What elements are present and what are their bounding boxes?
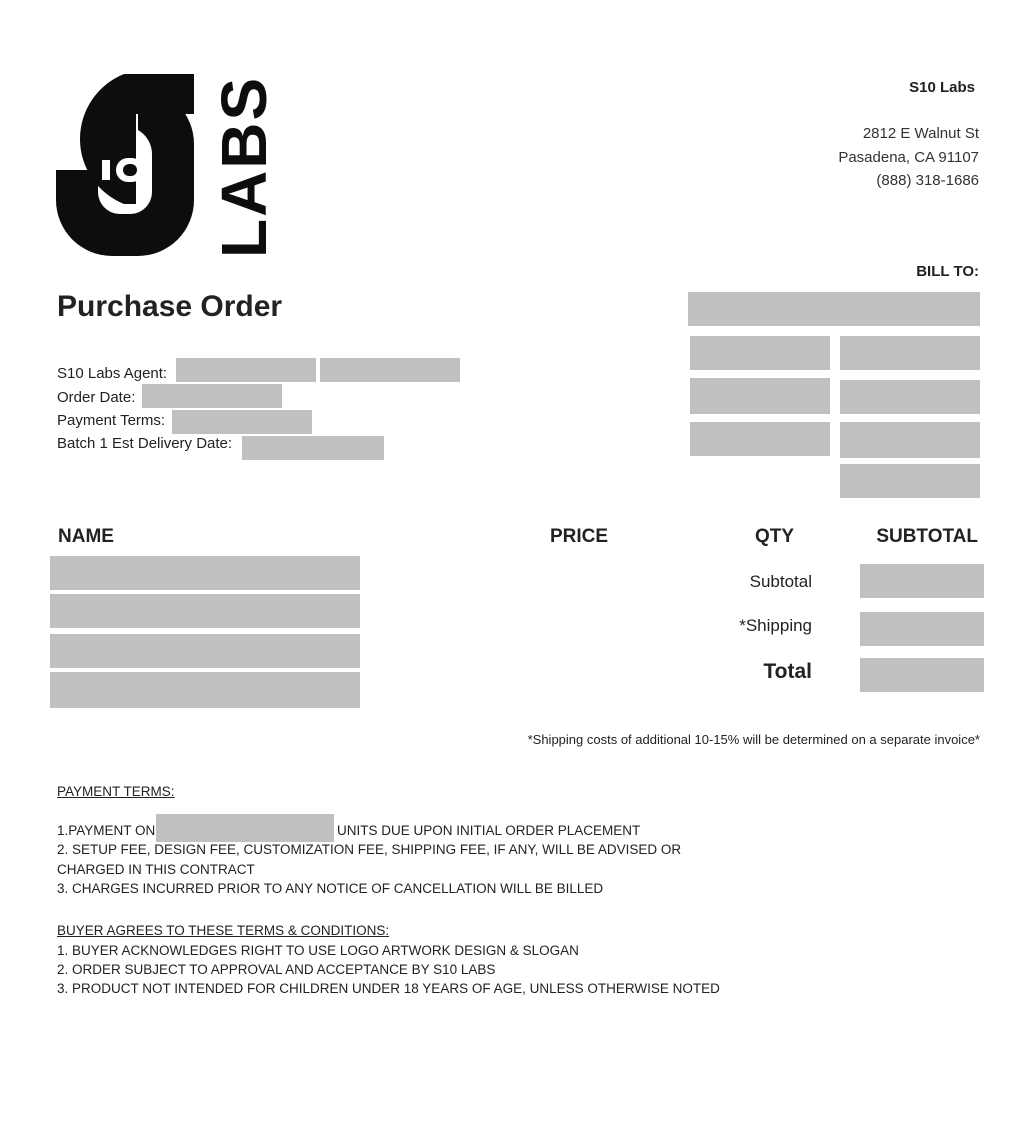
payment-terms-heading: PAYMENT TERMS:	[57, 784, 175, 799]
subtotal-redacted-value	[860, 564, 984, 598]
buyer-terms-heading: BUYER AGREES TO THESE TERMS & CONDITIONS:	[57, 923, 390, 938]
payment-units-redacted-value	[156, 814, 334, 842]
bill-to-redacted-field	[840, 464, 980, 498]
company-name: S10 Labs	[909, 79, 975, 96]
payment-terms-label: Payment Terms:	[57, 412, 166, 429]
line-item-redacted	[50, 594, 360, 628]
payment-terms-redacted-value	[172, 410, 312, 434]
shipping-label: *Shipping	[739, 616, 812, 635]
column-header-name: NAME	[58, 526, 114, 547]
bill-to-label: BILL TO:	[916, 263, 979, 280]
bill-to-redacted-field	[840, 422, 980, 458]
agent-label: S10 Labs Agent:	[57, 365, 168, 382]
bill-to-redacted-field	[690, 422, 830, 456]
payment-term-2-line1: 2. SETUP FEE, DESIGN FEE, CUSTOMIZATION FEE, SHIPPING FEE, IF ANY, WILL BE ADVISED OR	[57, 842, 682, 857]
total-label: Total	[763, 660, 812, 683]
page-title: Purchase Order	[57, 290, 283, 323]
bill-to-redacted-field	[690, 378, 830, 414]
delivery-date-label: Batch 1 Est Delivery Date:	[57, 435, 233, 452]
line-item-redacted	[50, 634, 360, 668]
buyer-term-2: 2. ORDER SUBJECT TO APPROVAL AND ACCEPTANCE BY S10 LABS	[57, 962, 496, 977]
bill-to-redacted-field	[690, 336, 830, 370]
payment-term-2-line2: CHARGED IN THIS CONTRACT	[57, 862, 255, 877]
agent-redacted-value	[176, 358, 316, 382]
order-date-label: Order Date:	[57, 389, 136, 406]
total-redacted-value	[860, 658, 984, 692]
column-header-qty: QTY	[755, 526, 795, 547]
payment-term-1-suffix: UNITS DUE UPON INITIAL ORDER PLACEMENT	[337, 823, 641, 838]
column-header-subtotal: SUBTOTAL	[876, 526, 978, 547]
payment-term-1-prefix: 1.PAYMENT ON	[57, 823, 156, 838]
bill-to-redacted-field	[840, 336, 980, 370]
company-address-line1: 2812 E Walnut St	[862, 125, 979, 142]
buyer-term-3: 3. PRODUCT NOT INTENDED FOR CHILDREN UNDER 18 YEARS OF AGE, UNLESS OTHERWISE NOTED	[57, 981, 720, 996]
company-address-line2: Pasadena, CA 91107	[838, 149, 979, 166]
order-date-redacted-value	[142, 384, 282, 408]
agent-redacted-value	[320, 358, 460, 382]
column-header-price: PRICE	[550, 526, 609, 547]
line-item-redacted	[50, 556, 360, 590]
buyer-term-1: 1. BUYER ACKNOWLEDGES RIGHT TO USE LOGO ARTWORK DESIGN & SLOGAN	[57, 943, 579, 958]
shipping-redacted-value	[860, 612, 984, 646]
s10-logo-icon	[54, 74, 280, 260]
company-phone: (888) 318-1686	[876, 172, 979, 189]
company-logo	[54, 74, 280, 260]
payment-term-3: 3. CHARGES INCURRED PRIOR TO ANY NOTICE OF CANCELLATION WILL BE BILLED	[57, 881, 604, 896]
bill-to-redacted-name	[688, 292, 980, 326]
delivery-date-redacted-value	[242, 436, 384, 460]
subtotal-label: Subtotal	[749, 572, 812, 591]
shipping-note: *Shipping costs of additional 10-15% will be determined on a separate invoice*	[527, 732, 980, 747]
line-item-redacted	[50, 672, 360, 708]
logo-wordmark: LABS	[208, 75, 280, 258]
bill-to-redacted-field	[840, 380, 980, 414]
